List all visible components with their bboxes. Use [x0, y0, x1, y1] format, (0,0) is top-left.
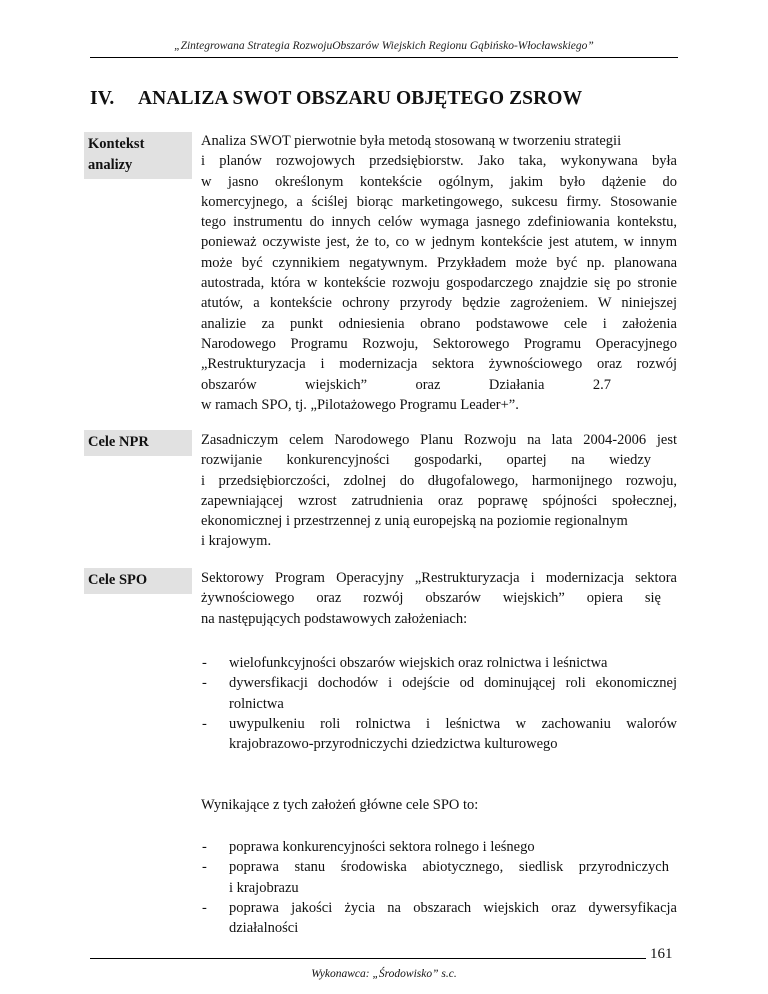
- paragraph-cele-npr: [201, 430, 677, 552]
- text-line: działalności: [229, 920, 299, 937]
- text-line: żywnościowego oraz rozwój obszarów wiejskich” opiera się: [201, 590, 661, 607]
- text-line: wielofunkcyjności obszarów wiejskich oraz rolnictwa i leśnictwa: [229, 655, 608, 671]
- assumptions-list: [201, 653, 677, 754]
- text-line: dywersfikacji dochodów i odejście od dominującej roli ekonomicznej: [229, 675, 677, 692]
- list-dash: -: [202, 675, 207, 692]
- text-line: „Restrukturyzacja i modernizacja sektora żywnościowego oraz rozwój: [201, 356, 677, 373]
- text-line: ponieważ oczywiste jest, że to, co w jednym kontekście jest atutem, w innym: [201, 234, 677, 251]
- list-item: [201, 673, 677, 714]
- text-line: w ramach SPO, tj. „Pilotażowego Programu Leader+”.: [201, 396, 519, 413]
- paragraph-main-goals-intro: [201, 795, 677, 815]
- side-label-cele-spo: [84, 568, 192, 594]
- side-label-cele-npr: [84, 430, 192, 456]
- list-item: [201, 837, 677, 857]
- list-item: [201, 714, 677, 755]
- text-line: Zasadniczym celem Narodowego Planu Rozwoju na lata 2004-2006 jest: [201, 432, 677, 448]
- side-label-line: Cele SPO: [88, 572, 148, 588]
- list-item: [201, 653, 677, 673]
- text-line: poprawa jakości życia na obszarach wiejskich oraz dywersyfikacja: [229, 899, 677, 916]
- chapter-title: ANALIZA SWOT OBSZARU OBJĘTEGO ZSROW: [138, 88, 583, 109]
- paragraph-cele-spo: [201, 568, 677, 629]
- text-line: może być czynnikiem negatywnym. Przykładem może być np. planowana: [201, 254, 677, 271]
- text-line: rozwijanie konkurencyjności gospodarki, opartej na wiedzy: [201, 452, 651, 469]
- text-line: poprawa konkurencyjności sektora rolnego i leśnego: [229, 839, 535, 855]
- footer-rule: [90, 958, 646, 959]
- text-line: rolnictwa: [229, 695, 284, 712]
- text-line: uwypulkeniu roli rolnictwa i leśnictwa w zachowaniu walorów: [229, 715, 677, 732]
- text-line: tego instrumentu do innych celów wymaga jasnego zdefiniowania kontekstu,: [201, 214, 677, 231]
- list-item: [201, 898, 677, 939]
- text-line: zapewniającej wzrost zatrudnienia oraz poprawę spójności społecznej,: [201, 492, 677, 509]
- text-line: Narodowego Programu Rozwoju, Sektorowego Programu Operacyjnego: [201, 335, 677, 352]
- text-line: komercyjnego, a ściślej biorąc marketingowego, sukcesu firmy. Stosowanie: [201, 193, 677, 210]
- running-header: „Zintegrowana Strategia RozwojuObszarów Wiejskich Regionu Gąbińsko-Włocławskiego”: [174, 40, 594, 52]
- text-line: autostrada, która w kontekście rozwoju gospodarczego znajdzie się po stronie: [201, 275, 677, 292]
- text-line: na następujących podstawowych założeniach:: [201, 610, 468, 627]
- list-dash: -: [202, 655, 207, 671]
- list-dash: -: [202, 899, 207, 916]
- list-item: [201, 857, 677, 898]
- text-line: i krajowym.: [201, 533, 272, 550]
- text-line: i krajobrazu: [229, 879, 299, 896]
- text-line: Analiza SWOT pierwotnie była metodą stosowaną w tworzeniu strategii: [201, 133, 622, 149]
- page-number: 161: [650, 946, 673, 962]
- text-line: ekonomicznej i przestrzennej z unią europejską na poziomie regionalnym: [201, 513, 628, 530]
- chapter-number: IV.: [90, 88, 115, 109]
- side-label-kontekst: [84, 132, 192, 179]
- side-label-line: Cele NPR: [88, 434, 149, 450]
- text-line: poprawa stanu środowiska abiotycznego, siedlisk przyrodniczych: [229, 859, 669, 876]
- header-rule: [90, 57, 678, 58]
- list-dash: -: [202, 859, 207, 876]
- text-line: atutów, a kontekście ochrony przyrody będzie zagrożeniem. W niniejszej: [201, 295, 677, 312]
- running-footer: Wykonawca: „Środowisko” s.c.: [311, 968, 457, 980]
- list-dash: -: [202, 839, 207, 855]
- side-label-line: analizy: [88, 157, 133, 173]
- text-line: Wynikające z tych założeń główne cele SPO to:: [201, 797, 479, 813]
- paragraph-kontekst: [201, 131, 677, 415]
- text-line: i planów rozwojowych przedsiębiorstw. Jako taka, wykonywana była: [201, 153, 677, 170]
- text-line: analizie za punkt odniesienia obrano podstawowe cele i założenia: [201, 315, 677, 332]
- goals-list: [201, 837, 677, 938]
- text-line: obszarów wiejskich” oraz Działania 2.7: [201, 376, 611, 393]
- list-dash: -: [202, 715, 207, 732]
- side-label-line: Kontekst: [88, 136, 145, 152]
- text-line: w jasno określonym kontekście ogólnym, jakim było dążenie do: [201, 173, 677, 190]
- text-line: Sektorowy Program Operacyjny „Restrukturyzacja i modernizacja sektora: [201, 570, 677, 586]
- chapter-heading: [90, 88, 582, 110]
- text-line: krajobrazowo-przyrodniczychi dziedzictwa kulturowego: [229, 736, 558, 753]
- text-line: i przedsiębiorczości, zdolnej do długofalowego, harmonijnego rozwoju,: [201, 472, 677, 489]
